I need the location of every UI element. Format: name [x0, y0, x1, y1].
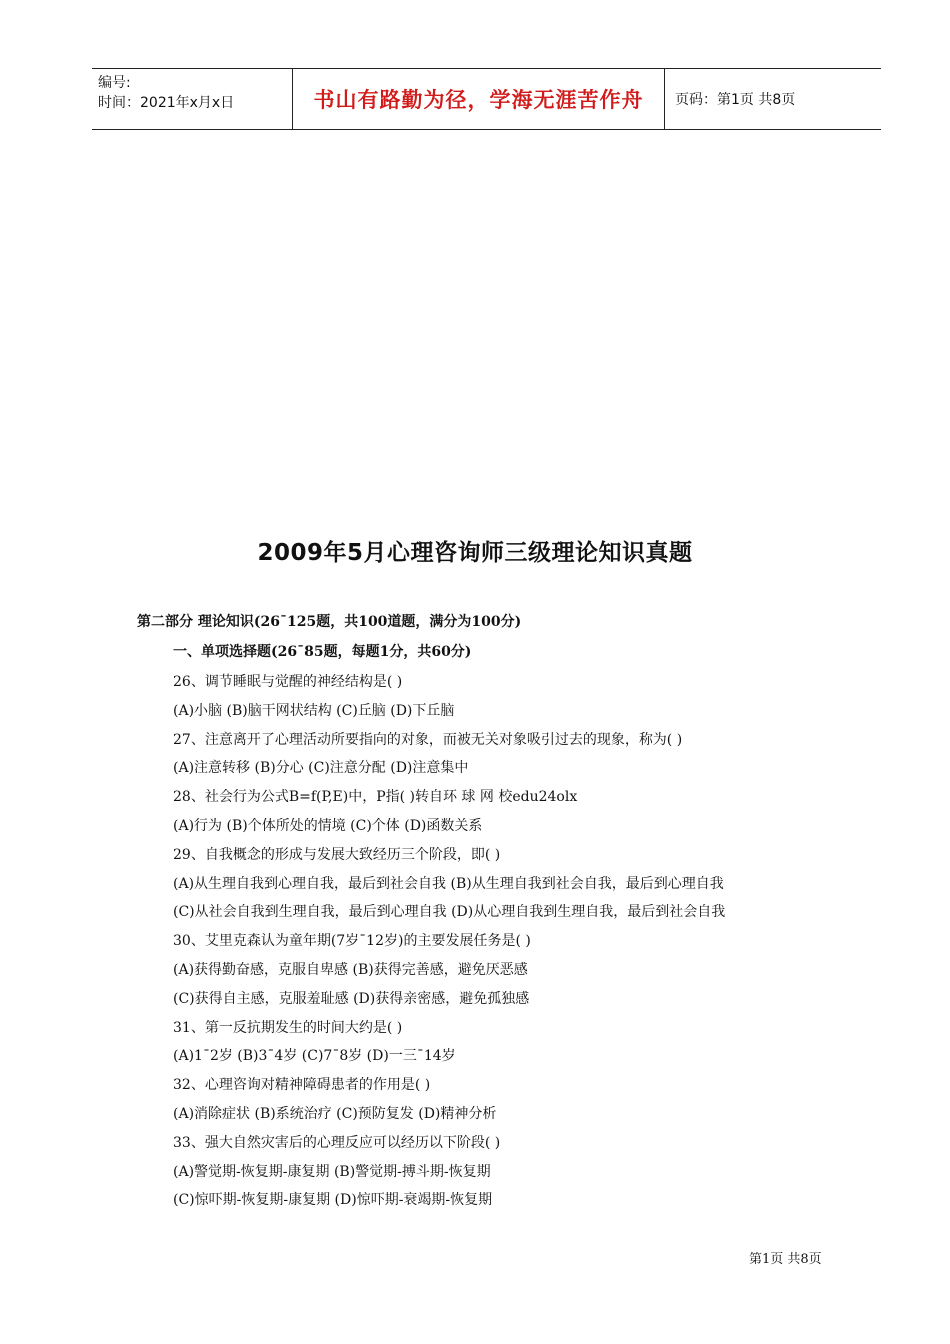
question-stem: 26、调节睡眠与觉醒的神经结构是( )	[173, 674, 403, 690]
code-label: 编号:	[98, 75, 131, 91]
answer-options: (A)获得勤奋感，克服自卑感 (B)获得完善感，避免厌恶感	[173, 962, 528, 978]
question-stem: 32、心理咨询对精神障碍患者的作用是( )	[173, 1077, 431, 1094]
answer-options: (A)从生理自我到心理自我，最后到社会自我 (B)从生理自我到社会自我，最后到心理自我	[173, 875, 724, 892]
answer-options: (A)警觉期-恢复期-康复期 (B)警觉期-搏斗期-恢复期	[173, 1163, 491, 1180]
question-stem: 31、第一反抗期发生的时间大约是( )	[173, 1019, 403, 1036]
question-stem: 33、强大自然灾害后的心理反应可以经历以下阶段( )	[173, 1134, 501, 1151]
header-page-info: 页码：第1页 共8页	[675, 92, 796, 108]
answer-options: (C)惊吓期-恢复期-康复期 (D)惊吓期-衰竭期-恢复期	[173, 1192, 493, 1209]
answer-options: (A)行为 (B)个体所处的情境 (C)个体 (D)函数关系	[173, 818, 483, 834]
question-stem: 27、注意离开了心理活动所要指向的对象，而被无关对象吸引过去的现象，称为( )	[173, 731, 683, 748]
footer-page-info: 第1页 共8页	[749, 1252, 822, 1267]
document-title: 2009年5月心理咨询师三级理论知识真题	[257, 540, 693, 566]
question-stem: 28、社会行为公式B=f(P,E)中，P指( )转自环 球 网 校edu24olx	[173, 789, 578, 806]
page-header	[92, 68, 881, 130]
header-motto: 书山有路勤为径，学海无涯苦作舟	[293, 69, 665, 129]
header-meta	[92, 69, 293, 129]
answer-options: (A)注意转移 (B)分心 (C)注意分配 (D)注意集中	[173, 760, 469, 777]
answer-options: (C)从社会自我到生理自我，最后到心理自我 (D)从心理自我到生理自我，最后到社会自我	[173, 904, 726, 921]
answer-options: (C)获得自主感，克服羞耻感 (D)获得亲密感，避免孤独感	[173, 990, 530, 1007]
answer-options: (A)1¯2岁 (B)3¯4岁 (C)7¯8岁 (D)一三¯14岁	[173, 1048, 456, 1065]
answer-options: (A)消除症状 (B)系统治疗 (C)预防复发 (D)精神分析	[173, 1106, 497, 1122]
question-stem: 30、艾里克森认为童年期(7岁¯12岁)的主要发展任务是( )	[173, 933, 531, 950]
question-stem: 29、自我概念的形成与发展大致经历三个阶段，即( )	[173, 846, 501, 863]
section-heading: 一、单项选择题(26¯85题，每题1分，共60分)	[173, 644, 472, 660]
time-label: 时间：2021年x月x日	[98, 95, 235, 111]
part-heading: 第二部分 理论知识(26¯125题，共100道题，满分为100分)	[137, 614, 522, 630]
answer-options: (A)小脑 (B)脑干网状结构 (C)丘脑 (D)下丘脑	[173, 702, 455, 719]
